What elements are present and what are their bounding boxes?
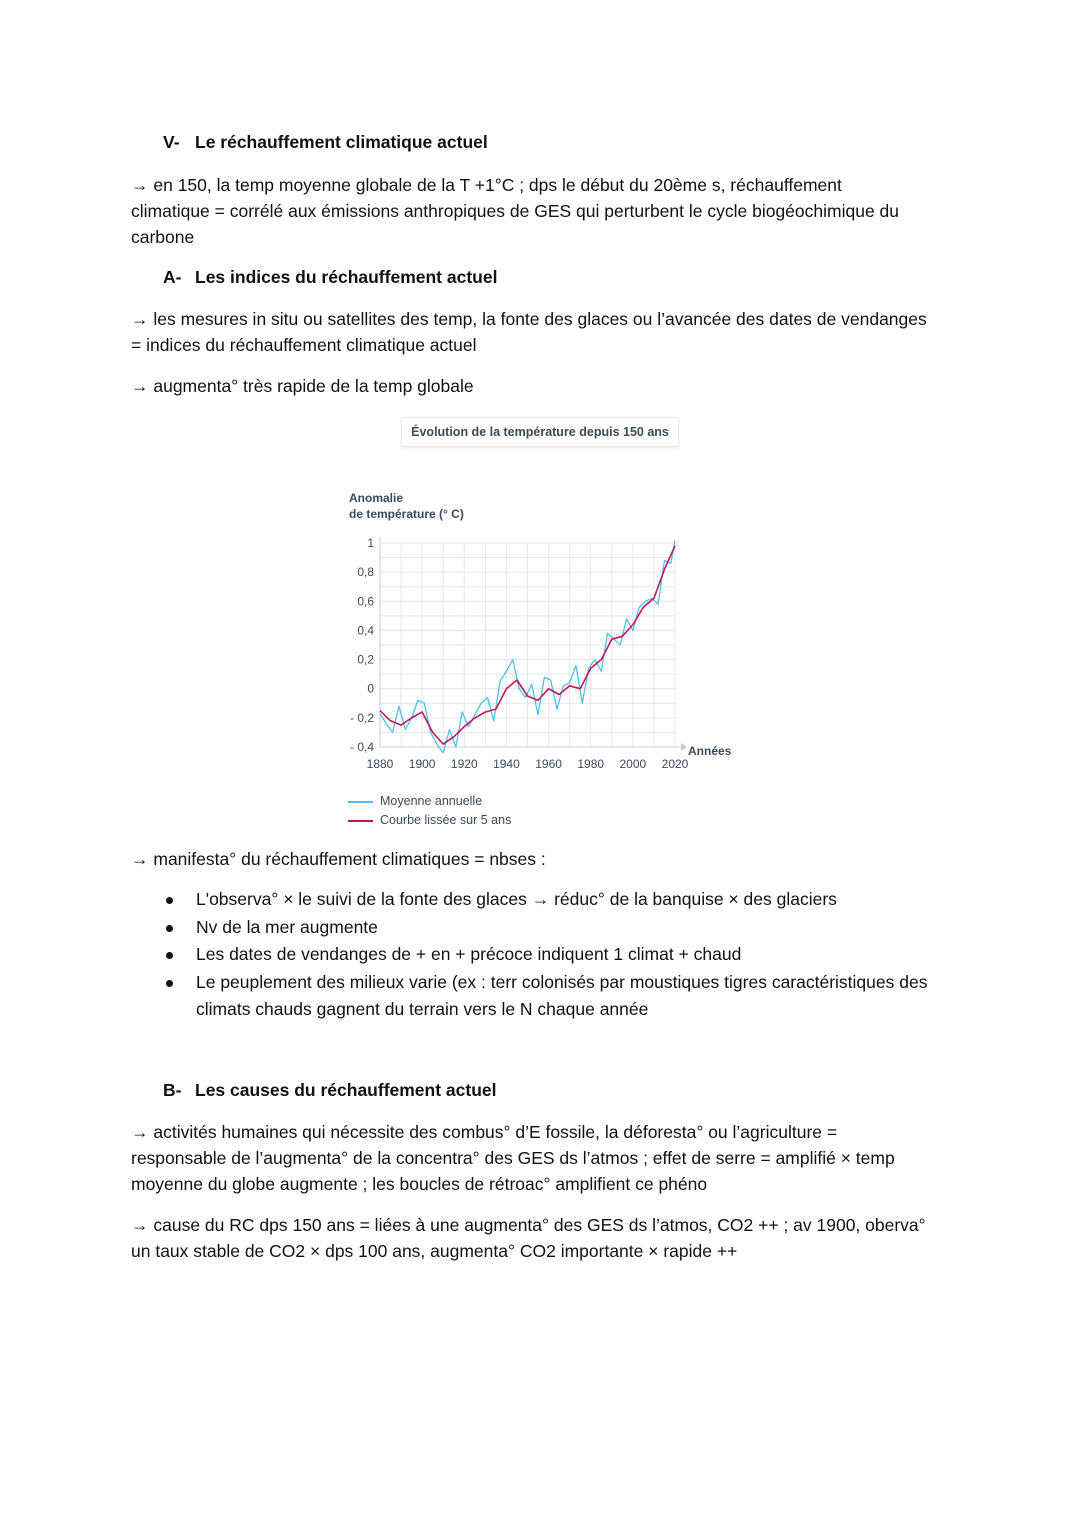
section-v-heading — [163, 132, 488, 153]
legend-swatch-smoothed — [348, 820, 373, 822]
x-tick-label: 1880 — [366, 757, 394, 771]
intro-paragraph — [131, 172, 951, 250]
list-item: Le peuplement des milieux varie (ex : terr colonisés par moustiques tigres caractéristiques des climats chauds gagnent du terrain vers le N chaque année — [131, 969, 951, 1024]
section-b-paragraph-1 — [131, 1119, 951, 1197]
section-a-heading — [163, 267, 497, 288]
legend-item-smoothed — [348, 811, 511, 830]
y-axis-label-line: Anomalie — [349, 491, 404, 505]
section-b-number: B- — [163, 1080, 182, 1100]
x-tick-label: 1920 — [450, 757, 478, 771]
intro-line: → en 150, la temp moyenne globale de la T +1°C ; dps le début du 20ème s, réchauffement — [131, 175, 842, 195]
x-axis-label: Années — [688, 744, 732, 758]
section-v-title: Le réchauffement climatique actuel — [195, 132, 488, 152]
legend-label-annual: Moyenne annuelle — [380, 794, 483, 808]
paragraph-line: → les mesures in situ ou satellites des temp, la fonte des glaces ou l’avancée des dates de vendanges — [131, 309, 927, 329]
x-tick-label: 1980 — [577, 757, 605, 771]
list-item: Les dates de vendanges de + en + précoce indiquent 1 climat + chaud — [131, 941, 951, 969]
paragraph-line: moyenne du globe augmente ; les boucles de rétroac° amplifient ce phéno — [131, 1174, 708, 1194]
list-item: Nv de la mer augmente — [131, 914, 951, 942]
paragraph-line: → activités humaines qui nécessite des combus° d’E fossile, la déforesta° ou l’agriculture = — [131, 1122, 838, 1142]
y-tick-label: - 0,2 — [349, 710, 374, 725]
legend-swatch-annual — [348, 801, 373, 803]
x-tick-labels — [367, 757, 689, 771]
section-a-number: A- — [163, 267, 182, 287]
y-axis-label-line: de température (° C) — [349, 507, 464, 521]
legend-item-annual — [348, 792, 511, 811]
y-tick-label: 0,6 — [357, 594, 374, 609]
x-tick-label: 2000 — [619, 757, 647, 771]
x-tick-label: 1900 — [408, 757, 436, 771]
chart-y-axis-label — [349, 490, 464, 522]
legend-label-smoothed: Courbe lissée sur 5 ans — [380, 813, 512, 827]
paragraph-line: un taux stable de CO2 × dps 100 ans, augmenta° CO2 importante × rapide ++ — [131, 1241, 738, 1261]
manifestations-list — [131, 886, 951, 1024]
y-tick-labels — [350, 536, 374, 754]
x-tick-label: 1940 — [493, 757, 520, 771]
section-b-heading — [163, 1080, 497, 1101]
section-a-paragraph-1 — [131, 306, 951, 358]
list-item: L'observa° × le suivi de la fonte des glaces → réduc° de la banquise × des glaciers — [131, 886, 951, 914]
y-tick-label: 0,8 — [357, 565, 374, 580]
y-tick-label: 1 — [367, 536, 374, 550]
paragraph-line: responsable de l’augmenta° de la concentra° des GES ds l’atmos ; effet de serre = amplifié × temp — [131, 1148, 895, 1168]
x-tick-label: 2020 — [661, 757, 689, 771]
x-tick-label: 1960 — [535, 757, 562, 771]
chart-title: Évolution de la température depuis 150 ans — [401, 417, 679, 447]
y-tick-label: 0,2 — [357, 652, 374, 667]
x-axis-arrow — [681, 743, 687, 751]
section-a-paragraph-2: → augmenta° très rapide de la temp globale — [131, 376, 474, 396]
section-b-title: Les causes du réchauffement actuel — [195, 1080, 497, 1100]
y-tick-label: 0 — [367, 681, 374, 696]
manifestations-intro: → manifesta° du réchauffement climatiques = nbses : — [131, 849, 546, 869]
intro-line: climatique = corrélé aux émissions anthropiques de GES qui perturbent le cycle biogéochimique du — [131, 201, 900, 221]
y-tick-label: 0,4 — [357, 623, 374, 638]
section-a-title: Les indices du réchauffement actuel — [195, 267, 498, 287]
chart-legend — [348, 792, 511, 830]
intro-line: carbone — [131, 227, 195, 247]
section-v-number: V- — [163, 132, 180, 152]
y-tick-label: - 0,4 — [349, 740, 374, 754]
paragraph-line: = indices du réchauffement climatique actuel — [131, 335, 477, 355]
temperature-chart — [330, 530, 750, 775]
paragraph-line: → cause du RC dps 150 ans = liées à une augmenta° des GES ds l’atmos, CO2 ++ ; av 1900, oberva° — [131, 1215, 926, 1235]
section-b-paragraph-2 — [131, 1212, 951, 1264]
